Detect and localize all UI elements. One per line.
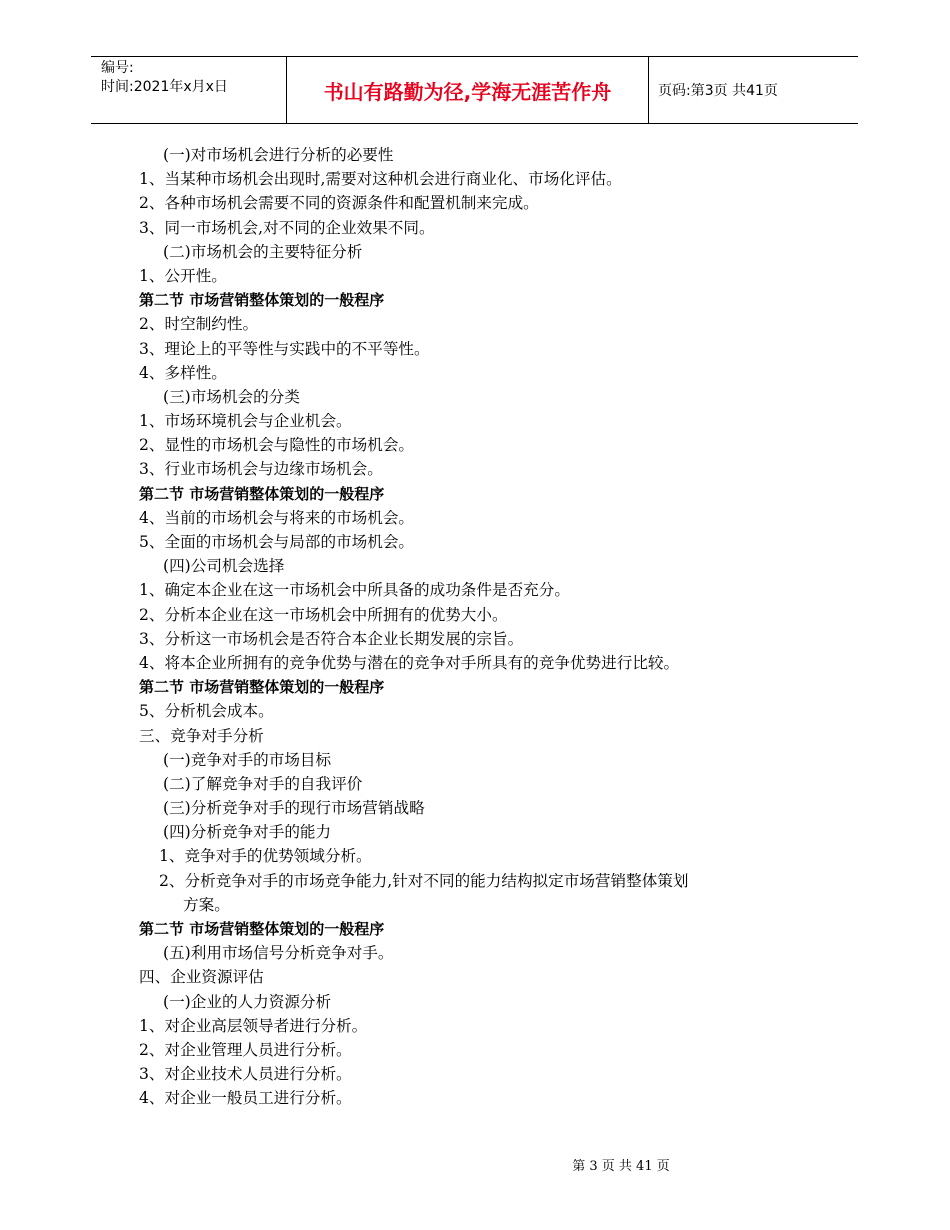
body-line: 方案。 [183, 895, 230, 914]
body-line: 2、对企业管理人员进行分析。 [139, 1040, 352, 1059]
body-line: (一)竞争对手的市场目标 [163, 750, 332, 769]
body-line: (二)市场机会的主要特征分析 [163, 242, 363, 261]
header-meta [91, 57, 286, 123]
body-line: 4、当前的市场机会与将来的市场机会。 [139, 508, 415, 527]
header-page-info: 页码:第3页 共41页 [658, 83, 778, 99]
body-line: (五)利用市场信号分析竞争对手。 [163, 944, 394, 963]
body-line: 1、竞争对手的优势领域分析。 [159, 847, 372, 866]
body-line: 2、各种市场机会需要不同的资源条件和配置机制来完成。 [139, 194, 539, 213]
body-line: 3、行业市场机会与边缘市场机会。 [139, 460, 383, 479]
body-line: 三、竞争对手分析 [139, 726, 264, 745]
section-heading: 第二节 市场营销整体策划的一般程序 [139, 678, 385, 697]
body-line: 4、将本企业所拥有的竞争优势与潜在的竞争对手所具有的竞争优势进行比较。 [139, 653, 680, 672]
body-line: 2、显性的市场机会与隐性的市场机会。 [139, 436, 415, 455]
body-line: 3、同一市场机会,对不同的企业效果不同。 [139, 218, 435, 237]
body-line: (二)了解竞争对手的自我评价 [163, 774, 363, 793]
body-line: (三)分析竞争对手的现行市场营销战略 [163, 799, 425, 818]
header-time-label: 时间:2021年x月x日 [101, 79, 228, 95]
page-header [91, 56, 858, 124]
body-line: 1、确定本企业在这一市场机会中所具备的成功条件是否充分。 [139, 581, 570, 600]
body-line: 4、多样性。 [139, 363, 227, 382]
body-line: 1、市场环境机会与企业机会。 [139, 412, 352, 431]
body-line: (一)企业的人力资源分析 [163, 992, 332, 1011]
body-line: 3、理论上的平等性与实践中的不平等性。 [139, 339, 430, 358]
body-line: 2、时空制约性。 [139, 315, 259, 334]
body-line: 3、分析这一市场机会是否符合本企业长期发展的宗旨。 [139, 629, 524, 648]
section-heading: 第二节 市场营销整体策划的一般程序 [139, 920, 385, 938]
body-line: 5、全面的市场机会与局部的市场机会。 [139, 533, 415, 551]
body-line: 4、对企业一般员工进行分析。 [139, 1089, 352, 1108]
body-line: 四、企业资源评估 [139, 968, 264, 987]
body-line: 2、分析竞争对手的市场竞争能力,针对不同的能力结构拟定市场营销整体策划 [159, 871, 689, 890]
body-line: (四)公司机会选择 [163, 557, 285, 576]
document-body [139, 143, 819, 1111]
body-line: 3、对企业技术人员进行分析。 [139, 1065, 352, 1084]
header-number-label: 编号: [101, 60, 134, 76]
body-line: (一)对市场机会进行分析的必要性 [163, 146, 394, 164]
body-line: (三)市场机会的分类 [163, 387, 300, 406]
body-line: 1、当某种市场机会出现时,需要对这种机会进行商业化、市场化评估。 [139, 170, 622, 189]
body-line: (四)分析竞争对手的能力 [163, 823, 332, 842]
section-heading: 第二节 市场营销整体策划的一般程序 [139, 291, 385, 310]
header-motto: 书山有路勤为径,学海无涯苦作舟 [286, 57, 649, 123]
page-footer: 第 3 页 共 41 页 [572, 1159, 670, 1174]
body-line: 5、分析机会成本。 [139, 702, 274, 721]
body-line: 1、公开性。 [139, 266, 227, 285]
section-heading: 第二节 市场营销整体策划的一般程序 [139, 484, 385, 503]
body-line: 2、分析本企业在这一市场机会中所拥有的优势大小。 [139, 605, 508, 624]
body-line: 1、对企业高层领导者进行分析。 [139, 1016, 368, 1035]
